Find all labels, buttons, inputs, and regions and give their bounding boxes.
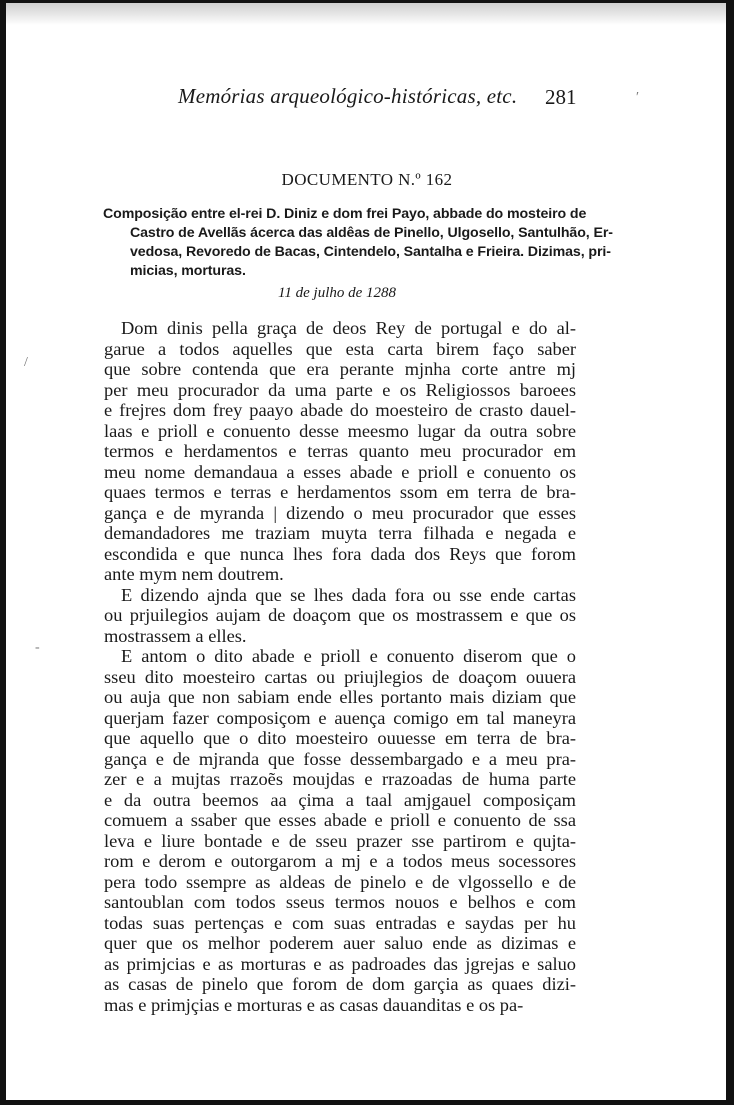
- body-line: garue a todos aquelles que esta carta birem faço saber: [104, 338, 576, 359]
- body-line: per meu procurador da uma parte e os Religiossos baroees: [104, 379, 576, 400]
- document-summary: [103, 205, 613, 281]
- body-line: laas e prioll e conuento desse meesmo lugar da outra sobre: [104, 420, 576, 441]
- body-line: Dom dinis pella graça de deos Rey de portugal e do al-: [121, 318, 576, 338]
- body-line: ou prjuilegios aujam de doaçom que os mostrassem e que os: [104, 605, 576, 625]
- summary-line: Composição entre el-rei D. Diniz e dom frei Payo, abbade do mosteiro de: [103, 206, 587, 222]
- body-line: meu nome demandaua a esses abade e prioll e conuento os: [104, 461, 576, 482]
- body-line: pera todo ssempre as aldeas de pinelo e de vlgossello e de: [104, 871, 576, 892]
- body-line: ou auja que non sabiam ende elles portanto mais diziam que: [104, 687, 576, 707]
- summary-line: micias, morturas.: [130, 263, 246, 279]
- body-line: e da outra beemos aa çima a taal amjgauel composiçam: [104, 789, 576, 810]
- document-title: DOCUMENTO N.º 162: [281, 170, 453, 189]
- body-line: escondida e que nunca lhes fora dada dos Reys que forom: [104, 543, 576, 564]
- body-line: E dizendo ajnda que se lhes dada fora ou sse ende cartas: [121, 584, 576, 605]
- body-line: mas e primjçias e morturas e as casas dauanditas e os pa-: [104, 994, 524, 1015]
- scan-shadow: [6, 3, 726, 25]
- body-line: zer e a mujtas rrazoẽs moujdas e rrazoadas de huma parte: [104, 769, 576, 789]
- document-body: [104, 318, 576, 1015]
- document-date: 11 de julho de 1288: [278, 285, 397, 301]
- body-line: quer que os melhor poderem auer saluo ende as dizimas e: [104, 933, 576, 953]
- body-line: santoublan com todos sseus termos nouos e belhos e com: [104, 892, 576, 912]
- body-line: gança e de myranda | dizendo o meu procurador que esses: [104, 502, 576, 523]
- body-line: gança e de mjranda que fosse dessembargado e a meu pra-: [104, 748, 576, 769]
- body-line: leva e liure bontade e de sseu prazer sse partirom e qujta-: [104, 830, 576, 851]
- margin-mark: -: [35, 640, 40, 655]
- body-line: e frejres dom frey paayo abade do moesteiro de crasto dauel-: [104, 400, 576, 420]
- body-line: que sobre contenda que era perante mjnha corte antre mj: [104, 359, 576, 379]
- body-line: querjam fazer composiçom e auença comigo em tal maneyra: [104, 707, 576, 728]
- body-line: todas suas pertenças e com suas entradas e saydas per hu: [104, 912, 576, 933]
- summary-line: Castro de Avellãs ácerca das aldêas de Pinello, Ulgosello, Santulhão, Er-: [130, 225, 613, 241]
- body-line: que aquello que o dito moesteiro ouuesse em terra de bra-: [104, 728, 576, 748]
- margin-mark: /: [24, 355, 28, 370]
- body-line: comuem a ssaber que esses abade e prioll e conuento de ssa: [104, 810, 576, 830]
- summary-line: vedosa, Revoredo de Bacas, Cintendelo, Santalha e Frieira. Dizimas, pri-: [130, 244, 611, 260]
- margin-mark: ′: [636, 90, 640, 105]
- body-line: quaes termos e terras e herdamentos ssom em terra de bra-: [104, 482, 576, 502]
- body-line: demandadores me traziam muyta terra filhada e negada e: [104, 523, 576, 543]
- body-line: sseu dito moesteiro cartas ou priujlegios de doaçom ouuera: [104, 666, 576, 687]
- body-line: rom e derom e outorgarom a mj e a todos meus socessores: [104, 851, 576, 871]
- body-line: as casas de pinelo que forom de dom garçia as quaes dizi-: [104, 974, 576, 994]
- body-line: ante mym nem doutrem.: [104, 564, 284, 584]
- running-title: Memórias arqueológico-históricas, etc.: [178, 84, 518, 108]
- body-line: termos e herdamentos e terras quanto meu procurador em: [104, 441, 576, 461]
- body-line: mostrassem a elles.: [104, 625, 247, 646]
- body-line: as primjcias e as morturas e as padroades das jgrejas e saluo: [104, 953, 576, 974]
- body-line: E antom o dito abade e prioll e conuento diserom que o: [121, 646, 576, 666]
- page-number: 281: [545, 85, 577, 109]
